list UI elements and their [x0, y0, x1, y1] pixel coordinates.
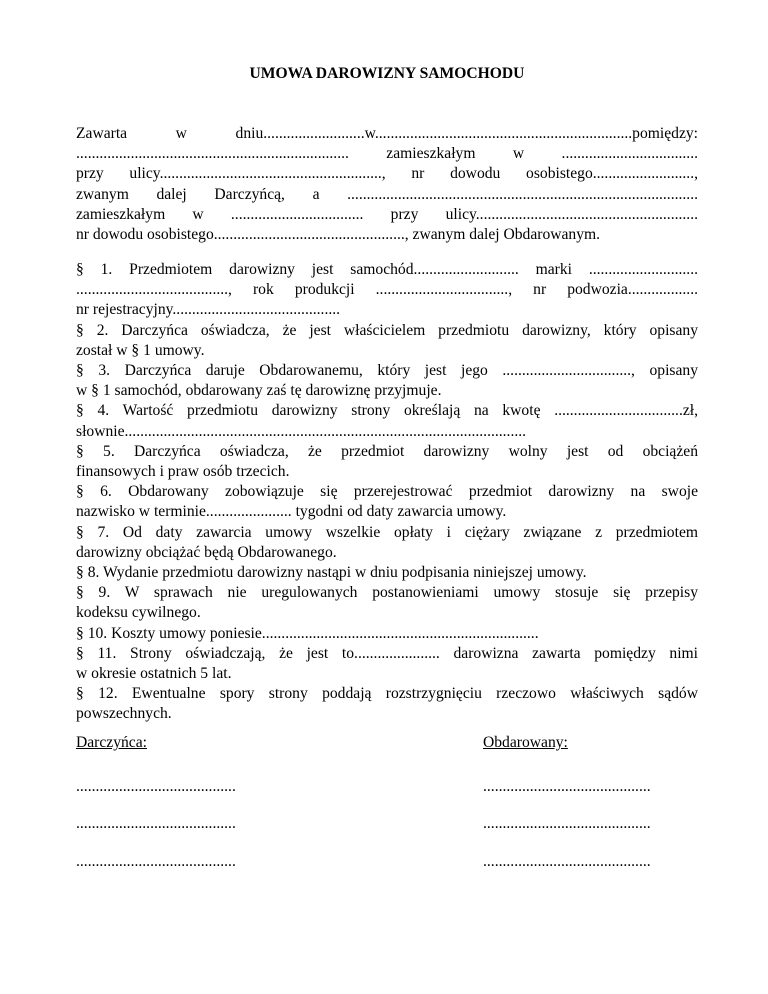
- clause-line: darowizny obciążać będą Obdarowanego.: [76, 543, 337, 561]
- clause-line: finansowych i praw osób trzecich.: [76, 463, 290, 481]
- donee-signature-line[interactable]: ...........................................: [483, 852, 651, 870]
- clause-line: powszechnych.: [76, 705, 172, 723]
- clause-line: § 10. Koszty umowy poniesie.......................................................................: [76, 624, 539, 642]
- donee-signature-block: [483, 733, 683, 872]
- donor-signature-line[interactable]: .........................................: [76, 852, 236, 870]
- donor-label: Darczyńca:: [76, 734, 147, 751]
- clause-line: w § 1 samochód, obdarowany zaś tę darowiznę przyjmuje.: [76, 382, 442, 400]
- intro-line: zwanym dalej Darczyńcą, a ..........................................................................................: [76, 185, 698, 203]
- clause-line: § 9. W sprawach nie uregulowanych postanowieniami umowy stosuje się przepisy: [76, 584, 698, 602]
- clause-line: § 11. Strony oświadczają, że jest to...................... darowizna zawarta pomiędzy nimi: [76, 644, 698, 662]
- intro-paragraph: [76, 124, 698, 245]
- clause-line: § 1. Przedmiotem darowizny jest samochód........................... marki ............................: [76, 261, 698, 278]
- clause-line: § 7. Od daty zawarcia umowy wszelkie opłaty i ciężary związane z przedmiotem: [76, 523, 698, 541]
- intro-line: ...................................................................... zamieszkałym w ...................................: [76, 145, 698, 163]
- document-title: UMOWA DAROWIZNY SAMOCHODU: [249, 65, 525, 82]
- clause-line: w okresie ostatnich 5 lat.: [76, 665, 232, 683]
- clause-line: kodeksu cywilnego.: [76, 604, 201, 622]
- clause-line: został w § 1 umowy.: [76, 341, 205, 359]
- clause-line: nr rejestracyjny...........................................: [76, 301, 341, 319]
- donor-signature-line[interactable]: .........................................: [76, 778, 236, 796]
- clauses-section: [76, 260, 698, 725]
- intro-line: przy ulicy........................................................., nr dowodu osobistego..........................,: [76, 165, 698, 183]
- intro-line: Zawarta w dniu..........................w..................................................................pomiędzy:: [76, 125, 698, 142]
- clause-line: § 3. Darczyńca daruje Obdarowanemu, który jest jego ................................., opisany: [76, 362, 698, 380]
- clause-line: § 6. Obdarowany zobowiązuje się przerejestrować przedmiot darowizny na swoje: [76, 483, 698, 501]
- clause-line: ......................................., rok produkcji .................................., nr podwozia..................: [76, 281, 698, 299]
- clause-line: § 5. Darczyńca oświadcza, że przedmiot darowizny wolny jest od obciążeń: [76, 442, 698, 460]
- clause-line: § 4. Wartość przedmiotu darowizny strony określają na kwotę .................................zł,: [76, 402, 698, 420]
- clause-line: słownie.......................................................................................................: [76, 422, 527, 440]
- clause-line: nazwisko w terminie...................... tygodni od daty zawarcia umowy.: [76, 503, 507, 521]
- donee-signature-line[interactable]: ...........................................: [483, 778, 651, 796]
- clause-line: § 2. Darczyńca oświadcza, że jest właścicielem przedmiotu darowizny, który opisany: [76, 321, 698, 339]
- intro-line: zamieszkałym w .................................. przy ulicy.........................................................: [76, 205, 698, 223]
- donee-label: Obdarowany:: [483, 734, 568, 751]
- donor-signature-block: [76, 733, 276, 872]
- intro-line: nr dowodu osobistego................................................., zwanym dalej Obdarowanym.: [76, 226, 601, 244]
- donor-signature-line[interactable]: .........................................: [76, 815, 236, 833]
- donee-signature-line[interactable]: ...........................................: [483, 815, 651, 833]
- clause-line: § 12. Ewentualne spory strony poddają rozstrzygnięciu rzeczowo właściwych sądów: [76, 685, 698, 703]
- clause-line: § 8. Wydanie przedmiotu darowizny nastąpi w dniu podpisania niniejszej umowy.: [76, 564, 587, 582]
